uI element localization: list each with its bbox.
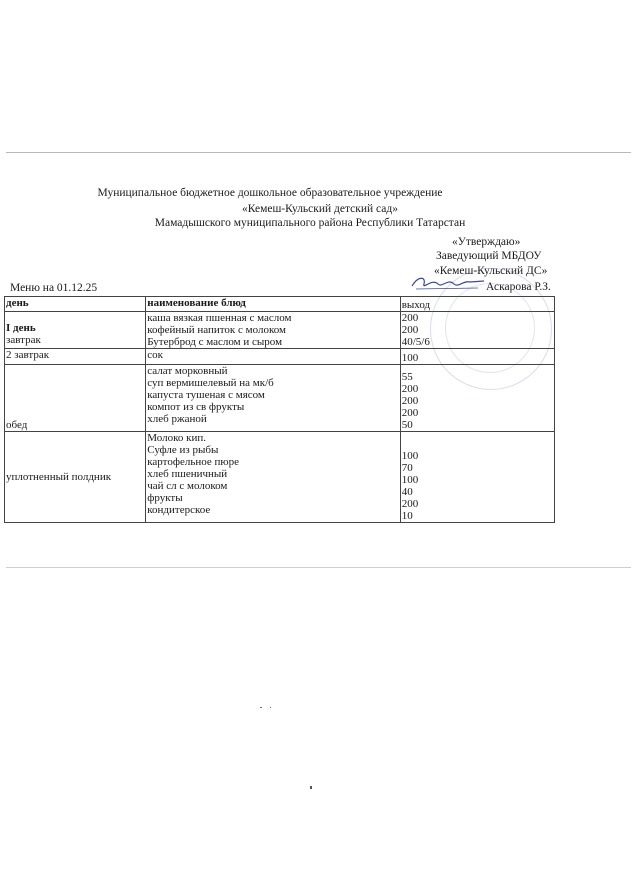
scan-speck xyxy=(260,707,262,708)
output-item: 200 xyxy=(401,407,419,419)
day-cell xyxy=(5,432,146,523)
output-cell xyxy=(400,312,554,349)
output-item: 200 xyxy=(401,312,419,324)
institution-line-3: Мамадышского муниципального района Республики Татарстан xyxy=(154,217,466,229)
table-row xyxy=(5,365,555,432)
approval-org: «Кемеш-Кульский ДС» xyxy=(434,265,548,277)
header-dish: наименование блюд xyxy=(146,297,400,312)
header-output: выход xyxy=(400,297,554,312)
dish-item: картофельное пюре xyxy=(147,456,239,468)
dish-item: хлеб ржаной xyxy=(147,413,207,425)
dish-item: чай сл с молоком xyxy=(147,480,228,492)
meal-label: завтрак xyxy=(6,334,41,346)
day-cell xyxy=(5,365,146,432)
scan-edge-top xyxy=(6,152,631,153)
output-cell xyxy=(400,432,554,523)
output-item: 200 xyxy=(401,498,419,510)
output-item: 100 xyxy=(401,474,419,486)
output-item: 70 xyxy=(401,462,413,474)
day-cell xyxy=(5,349,146,365)
dish-item: фрукты xyxy=(147,492,183,504)
output-item: 55 xyxy=(401,371,413,383)
institution-line-1: Муниципальное бюджетное дошкольное образовательное учреждение xyxy=(97,187,443,199)
scan-speck xyxy=(310,786,312,789)
table-row xyxy=(5,349,555,365)
output-item: 200 xyxy=(401,324,419,336)
output-item: 40 xyxy=(401,486,413,498)
dish-item: Суфле из рыбы xyxy=(147,444,219,456)
output-item: 50 xyxy=(401,419,413,431)
dish-item: компот из св фрукты xyxy=(147,401,245,413)
day-cell xyxy=(5,312,146,349)
header-day: день xyxy=(5,297,146,312)
output-item: 100 xyxy=(401,352,419,364)
output-cell xyxy=(400,365,554,432)
dish-item: суп вермишелевый на мк/б xyxy=(147,377,274,389)
menu-table xyxy=(4,296,555,523)
dish-cell xyxy=(146,365,400,432)
menu-date: Меню на 01.12.25 xyxy=(10,282,98,294)
output-item: 200 xyxy=(401,395,419,407)
dish-item: Бутерброд с маслом и сыром xyxy=(147,336,283,348)
output-item: 10 xyxy=(401,510,413,522)
dish-item: капуста тушеная с мясом xyxy=(147,389,265,401)
scan-edge-bottom xyxy=(6,567,631,568)
scan-speck xyxy=(270,707,271,708)
dish-cell xyxy=(146,349,400,365)
dish-item: Молоко кип. xyxy=(147,432,207,444)
dish-cell xyxy=(146,312,400,349)
output-item: 100 xyxy=(401,450,419,462)
dish-item: кондитерское xyxy=(147,504,211,516)
approval-position: Заведующий МБДОУ xyxy=(436,250,542,262)
dish-cell xyxy=(146,432,400,523)
table-row xyxy=(5,312,555,349)
day-label: I день xyxy=(6,322,36,334)
dish-item: кофейный напиток с молоком xyxy=(147,324,286,336)
dish-item: хлеб пшеничный xyxy=(147,468,228,480)
meal-label: уплотненный полдник xyxy=(6,471,112,483)
meal-label: обед xyxy=(6,419,28,431)
output-cell xyxy=(400,349,554,365)
table-row xyxy=(5,432,555,523)
meal-label: 2 завтрак xyxy=(6,349,50,361)
table-header-row xyxy=(5,297,555,312)
dish-item: салат морковный xyxy=(147,365,228,377)
approval-title: «Утверждаю» xyxy=(452,236,521,248)
dish-item: каша вязкая пшенная с маслом xyxy=(147,312,292,324)
output-item: 40/5/6 xyxy=(401,336,430,348)
output-item: 200 xyxy=(401,383,419,395)
dish-item: сок xyxy=(147,349,163,361)
institution-line-2: «Кемеш-Кульский детский сад» xyxy=(241,203,398,215)
approval-name: Аскарова Р.З. xyxy=(486,281,551,293)
signature-icon xyxy=(408,272,488,294)
